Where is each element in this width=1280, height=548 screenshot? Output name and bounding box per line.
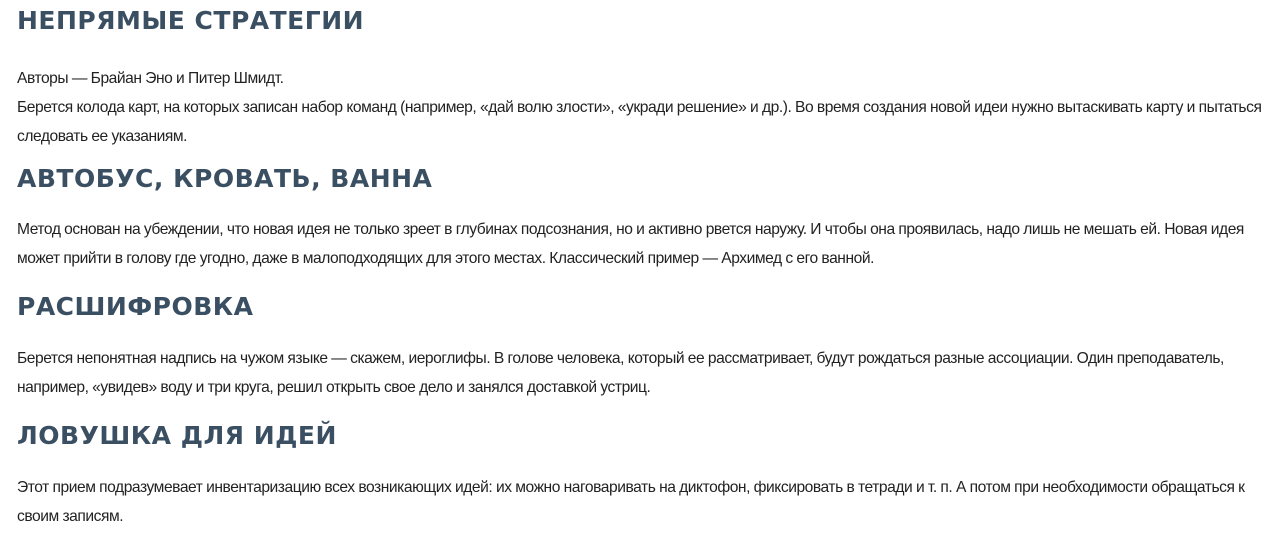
section-indirect-strategies (17, 6, 1277, 151)
paragraph: Этот прием подразумевает инвентаризацию всех возникающих идей: их можно наговаривать на диктофон, фиксировать в тетради и т. п. А потом при необходимости обращаться к своим записям. (17, 479, 1245, 525)
section-body (17, 344, 1277, 402)
section-heading: АВТОБУС, КРОВАТЬ, ВАННА (17, 164, 433, 193)
section-idea-trap (17, 421, 1277, 531)
paragraph: Берется колода карт, на которых записан набор команд (например, «дай волю злости», «укради решение» и др.). Во время создания новой идеи нужно вытаскивать карту и пытаться следовать ее указаниям. (17, 99, 1262, 145)
paragraph: Берется непонятная надпись на чужом языке — скажем, иероглифы. В голове человека, который ее рассматривает, будут рождаться разные ассоциации. Один преподаватель, например, «увидев» воду и три круга, решил открыть свое дело и занялся доставкой устриц. (17, 350, 1224, 396)
section-bus-bed-bath (17, 164, 1277, 273)
section-heading: НЕПРЯМЫЕ СТРАТЕГИИ (17, 6, 365, 35)
section-heading: РАСШИФРОВКА (17, 292, 254, 321)
section-body (17, 64, 1277, 151)
section-body (17, 473, 1277, 531)
paragraph: Авторы — Брайан Эно и Питер Шмидт. (17, 70, 284, 87)
section-heading: ЛОВУШКА ДЛЯ ИДЕЙ (17, 421, 337, 450)
section-decoding (17, 292, 1277, 402)
section-body (17, 215, 1277, 273)
paragraph: Метод основан на убеждении, что новая идея не только зреет в глубинах подсознания, но и активно рвется наружу. И чтобы она проявилась, надо лишь не мешать ей. Новая идея может прийти в голову где угодно, даже в малоподходящих для этого местах. Классический пример — Архимед с его ванной. (17, 221, 1244, 267)
